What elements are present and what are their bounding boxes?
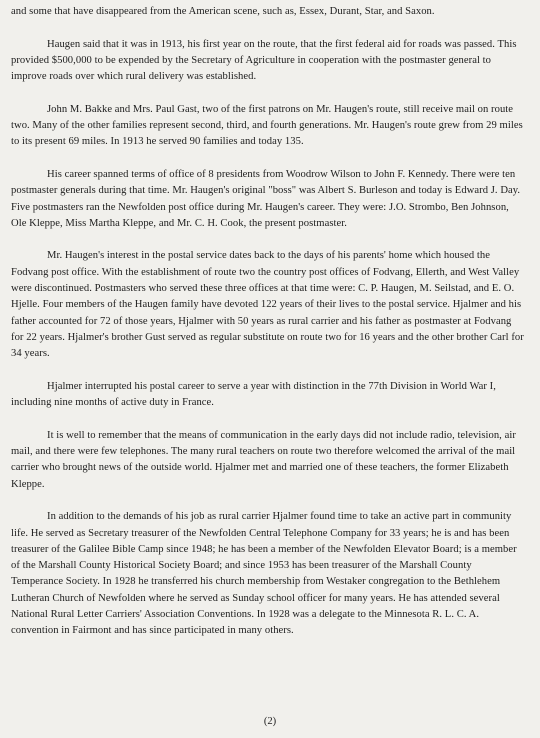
paragraph-3: John M. Bakke and Mrs. Paul Gast, two of the first patrons on Mr. Haugen's route, still receive mail on route two. Many of the other families represent second, third, and fourth generations. Mr. Haugen's route grew from 29 miles to its present 69 miles. In 1913 he served 90 families and today 135. xyxy=(11,103,523,148)
paragraph-6: Hjalmer interrupted his postal career to serve a year with distinction in the 77th Division in World War I, including nine months of active duty in France. xyxy=(11,380,496,409)
paragraph-1: and some that have disappeared from the American scene, such as, Essex, Durant, Star, and Saxon. xyxy=(11,6,435,17)
paragraph-5: Mr. Haugen's interest in the postal service dates back to the days of his parents' home which housed the Fodvang post office. With the establishment of route two the country post offices of Fodvang, Ellerth, and West Valley were discontinued. Postmasters who served these three offices at that time were: C. P. Haugen, M. Seilstad, and E. O. Hjelle. Four members of the Haugen family have devoted 122 years of their lives to the postal service. Hjalmer and his father accounted for 72 of those years, Hjalmer with 50 years as rural carrier and his father as postmaster at Fodvang for 22 years. Hjalmer's brother Gust served as regular substitute on route two for 16 years and the other brother Carl for 34 years. xyxy=(11,250,524,360)
paragraph-7: It is well to remember that the means of communication in the early days did not include radio, television, air mail, and there were few telephones. The many rural teachers on route two therefore welcomed the arrival of the mail carrier who brought news of the outside world. Hjalmer met and married one of these teachers, the former Elizabeth Kleppe. xyxy=(11,429,516,490)
page-number: (2) xyxy=(263,716,277,727)
paragraph-4: His career spanned terms of office of 8 presidents from Woodrow Wilson to John F. Kennedy. There were ten postmaster generals during that time. Mr. Haugen's original "boss" was Albert S. Burleson and today is Edward J. Day. Five postmasters ran the Newfolden post office during Mr. Haugen's career. They were: J.O. Strombo, Ben Johnson, Ole Kleppe, Miss Martha Kleppe, and Mr. C. H. Cook, the present postmaster. xyxy=(11,168,521,229)
paragraph-2: Haugen said that it was in 1913, his first year on the route, that the first federal aid for roads was passed. This provided $500,000 to be expended by the Secretary of Agriculture in cooperation with the postmaster general to improve roads over which rural delivery was established. xyxy=(11,38,517,83)
paragraph-8: In addition to the demands of his job as rural carrier Hjalmer found time to take an active part in community life. He served as Secretary treasurer of the Newfolden Central Telephone Company for 33 years; he is and has been treasurer of the Galilee Bible Camp since 1948; he has been a member of the Newfolden Elevator Board; is a member of the Marshall County Historical Society Board; and since 1953 has been treasurer of the Marshall County Temperance Society. In 1928 he transferred his church membership from Westaker congregation to the Bethlehem Lutheran Church of Newfolden where he served as Sunday school officer for many years. He has attended several National Rural Letter Carriers' Association Conventions. In 1928 was a delegate to the Minnesota R. L. C. A. convention in Fairmont and has since participated in many others. xyxy=(11,511,517,637)
